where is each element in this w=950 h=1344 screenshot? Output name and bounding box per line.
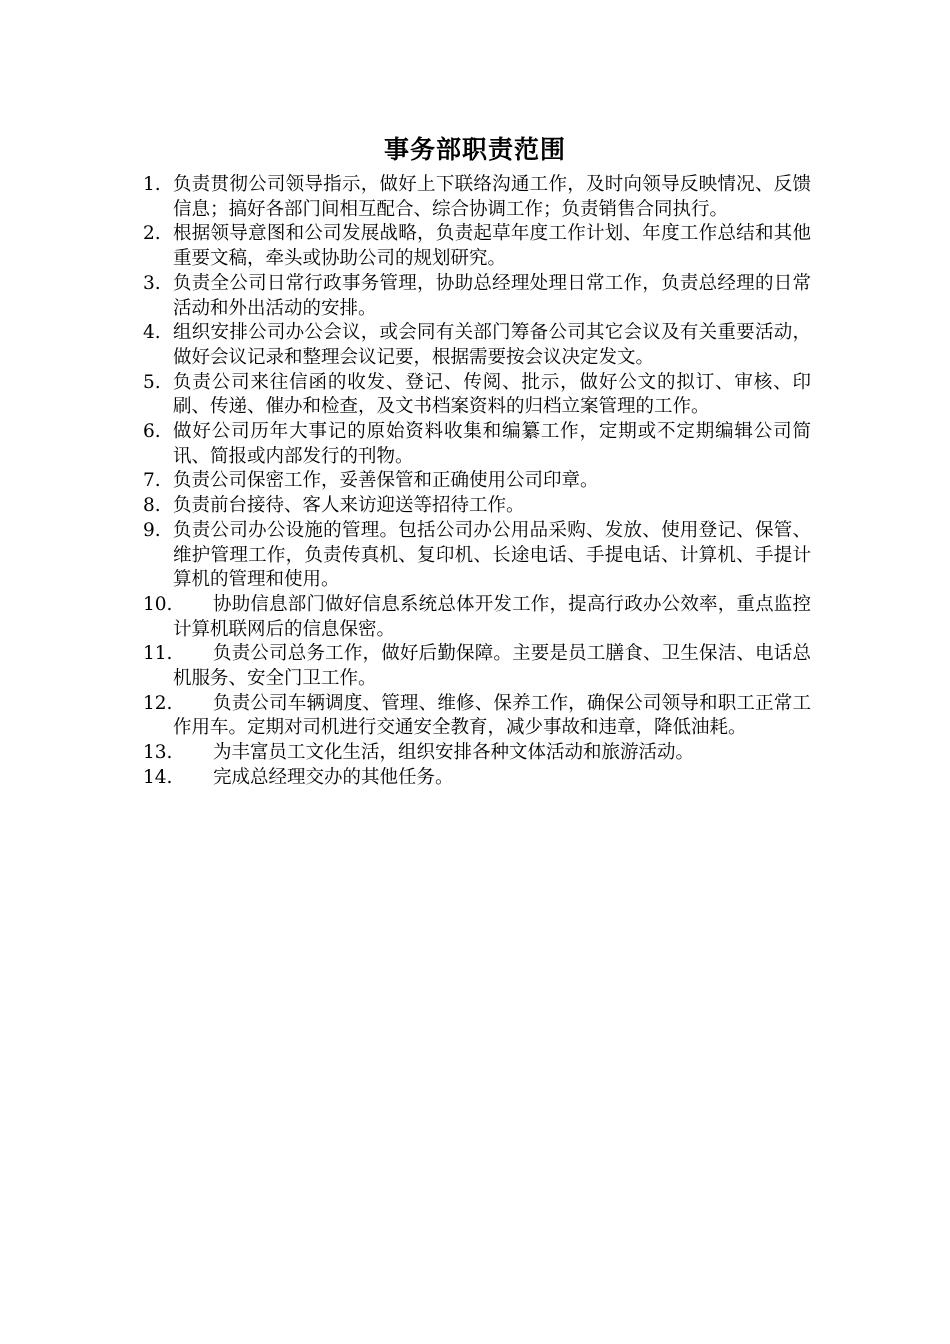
item-number: 11. [143, 643, 173, 665]
list-item [143, 469, 811, 494]
item-text: 为丰富员工文化生活，组织安排各种文体活动和旅游活动。 [213, 742, 695, 764]
item-number: 6. [143, 421, 161, 443]
item-number: 9. [143, 519, 161, 541]
page-title: 事务部职责范围 [383, 135, 566, 164]
item-text: 组织安排公司办公会议，或会同有关部门筹备公司其它会议及有关重要活动，做好会议记录和整理会议记要，根据需要按会议决定发文。 [173, 322, 811, 368]
item-number: 1. [143, 174, 161, 195]
item-number: 8. [143, 495, 161, 517]
list-item [143, 741, 811, 766]
item-number: 13. [143, 742, 173, 764]
item-text: 根据领导意图和公司发展战略，负责起草年度工作计划、年度工作总结和其他重要文稿，牵头或协助公司的规划研究。 [173, 223, 811, 270]
list-item [143, 222, 811, 271]
item-text: 负责公司总务工作，做好后勤保障。主要是员工膳食、卫生保洁、电话总机服务、安全门卫工作。 [173, 643, 811, 690]
item-number: 3. [143, 272, 161, 294]
list-item [143, 321, 811, 370]
item-text: 负责前台接待、客人来访迎送等招待工作。 [173, 495, 525, 517]
item-text: 协助信息部门做好信息系统总体开发工作，提高行政办公效率，重点监控计算机联网后的信息保密。 [173, 593, 811, 640]
item-text: 负责公司保密工作，妥善保管和正确使用公司印章。 [173, 470, 599, 492]
list-item [143, 593, 811, 642]
item-number: 12. [143, 692, 173, 714]
item-text: 做好公司历年大事记的原始资料收集和编纂工作，定期或不定期编辑公司简讯、简报或内部发行的刊物。 [173, 421, 811, 467]
item-number: 2. [143, 223, 161, 245]
list-item [143, 173, 811, 222]
list-item [143, 494, 811, 519]
item-text: 负责公司来往信函的收发、登记、传阅、批示，做好公文的拟订、审核、印刷、传递、催办和检查，及文书档案资料的归档立案管理的工作。 [173, 371, 811, 418]
item-number: 5. [143, 371, 161, 393]
responsibility-list [143, 173, 811, 791]
item-text: 负责贯彻公司领导指示，做好上下联络沟通工作，及时向领导反映情况、反馈信息；搞好各部门间相互配合、综合协调工作；负责销售合同执行。 [173, 174, 811, 220]
item-text: 负责全公司日常行政事务管理，协助总经理处理日常工作，负责总经理的日常活动和外出活动的安排。 [173, 272, 811, 319]
item-number: 14. [143, 766, 173, 788]
list-item [143, 371, 811, 420]
item-number: 7. [143, 470, 161, 492]
list-item [143, 692, 811, 741]
list-item [143, 272, 811, 321]
item-number: 4. [143, 322, 161, 344]
list-item [143, 642, 811, 691]
item-text: 负责公司车辆调度、管理、维修、保养工作，确保公司领导和职工正常工作用车。定期对司机进行交通安全教育，减少事故和违章，降低油耗。 [173, 692, 811, 739]
list-item [143, 519, 811, 593]
list-item [143, 766, 811, 791]
item-text: 完成总经理交办的其他任务。 [213, 766, 454, 788]
item-number: 10. [143, 593, 173, 615]
item-text: 负责公司办公设施的管理。包括公司办公用品采购、发放、使用登记、保管、维护管理工作，负责传真机、复印机、长途电话、手提电话、计算机、手提计算机的管理和使用。 [173, 519, 811, 591]
list-item [143, 420, 811, 469]
